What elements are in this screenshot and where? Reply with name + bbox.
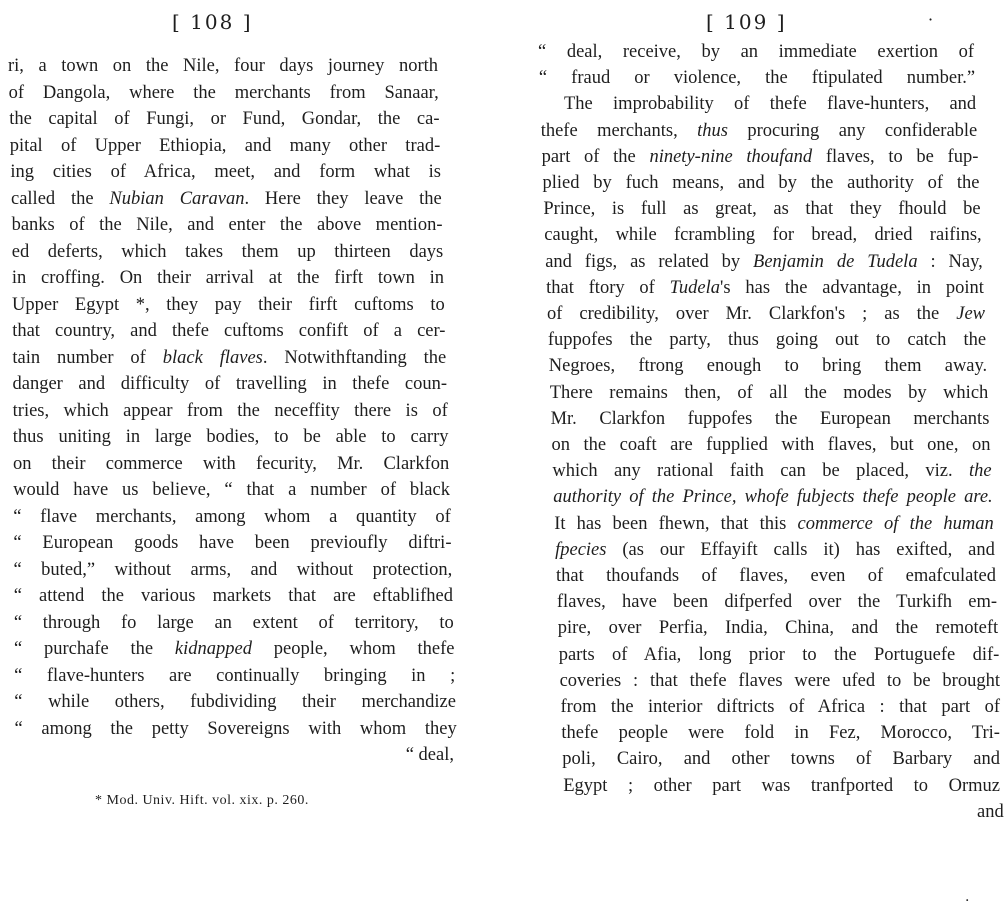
text-line: “ while others, fubdividing their merchandize [14,692,456,712]
text-line: that country, and thefe cuftoms confift of a cer- [12,321,446,341]
text-line: “ fraud or violence, the ftipulated number.” [538,68,976,89]
right-page [500,0,1004,914]
text-line: would have us believe, “ that a number of black [13,480,450,500]
text-line: Upper Egypt *, they pay their firft cuftoms to [12,294,445,315]
text-line: “ flave merchants, among whom a quantity of [13,506,451,527]
text-line: “ deal, [405,745,454,765]
text-line: pire, over Perfia, India, China, and the remoteft [557,618,999,639]
text-line: that ftory of Tudela's has the advantage, in point [546,277,984,298]
text-line: thus uniting in large bodies, to be able to carry [12,427,449,447]
text-line: in croffing. On their arrival at the firft town in [11,268,444,288]
text-line: “ through fo large an extent of territory, to [13,612,454,633]
text-line: banks of the Nile, and enter the above mention- [11,215,443,235]
footnote: * Mod. Univ. Hift. vol. xix. p. 260. [95,793,309,808]
text-line: ed deferts, which takes them up thirteen days [11,241,444,262]
text-line: the capital of Fungi, or Fund, Gondar, the ca- [9,109,440,129]
text-line: ing cities of Africa, meet, and form what is [10,162,441,182]
text-line: parts of Afia, long prior to the Portuguefe dif- [558,644,1000,665]
page-number-left: [ 108 ] [172,10,253,34]
bottom-mark: · [965,893,970,909]
text-line: “ deal, receive, by an immediate exertion of [538,42,974,62]
text-line: fuppofes the party, thus going out to catch the [547,330,987,351]
text-line: caught, while fcrambling for bread, dried raifins, [544,225,982,246]
text-line: “ flave-hunters are continually bringing in ; [14,665,456,686]
text-line: plied by fuch means, and by the authority of the [542,173,980,193]
text-line: called the Nubian Caravan. Here they leave the [11,188,442,209]
text-line: of credibility, over Mr. Clarkfon's ; as the Jew [547,304,985,324]
text-line: coveries : that thefe flaves were ufed to be brought [559,670,1000,691]
text-line: danger and difficulty of travelling in thefe coun- [12,374,447,394]
left-page [0,0,500,914]
text-line: authority of the Prince, whofe fubjects thefe people are. [553,487,993,508]
top-mark: · [928,10,934,29]
text-line: part of the ninety-nine thoufand flaves, to be fup- [541,146,979,167]
text-line: on the coaft are fupplied with flaves, but one, on [551,435,991,455]
text-line: Mr. Clarkfon fuppofes the European merchants [550,408,990,429]
text-line: The improbability of thefe flave-hunters, and [564,94,977,115]
text-line: There remains then, of all the modes by which [549,382,989,403]
text-line: of Dangola, where the merchants from Sanaar, [8,82,439,103]
text-line: that thoufands of flaves, even of emafculated [556,566,996,586]
text-line: “ among the petty Sovereigns with whom they [14,718,457,739]
text-line: thefe people were fold in Fez, Morocco, Tri- [561,723,1000,744]
text-line: tries, which appear from the neceffity there is of [12,400,448,421]
text-line: Negroes, ftrong enough to bring them away. [548,356,988,377]
text-line: pital of Upper Ethiopia, and many other trad- [9,135,441,156]
text-line: It has been fhewn, that this commerce of the human [554,513,994,534]
text-line: “ attend the various markets that are eftablifhed [13,586,453,606]
page-number-right: [ 109 ] [706,10,787,34]
text-line: flaves, have been difperfed over the Turkifh em- [556,592,998,613]
text-line: poli, Cairo, and other towns of Barbary and [562,749,1000,770]
text-line: “ buted,” without arms, and without protection, [13,559,453,580]
text-line: ri, a town on the Nile, four days journey north [8,56,438,76]
text-line: on their commerce with fecurity, Mr. Clarkfon [12,453,450,474]
text-line: Prince, is full as great, as that they fhould be [543,199,981,220]
text-line: from the interior diftricts of Africa : that part of [560,697,1000,717]
text-line: tain number of black flaves. Notwithftanding the [12,347,447,368]
text-line: Egypt ; other part was tranfported to Ormuz [563,775,1000,796]
text-line: “ purchafe the kidnapped people, whom thefe [14,639,455,659]
text-line: and [977,801,1004,822]
text-line: fpecies (as our Effayift calls it) has exifted, and [555,539,995,560]
text-line: which any rational faith can be placed, viz. the [552,461,992,482]
text-line: and figs, as related by Benjamin de Tudela : Nay, [545,251,983,272]
text-line: thefe merchants, thus procuring any confiderable [540,120,978,141]
text-line: “ European goods have been previoufly diftri- [13,533,452,553]
